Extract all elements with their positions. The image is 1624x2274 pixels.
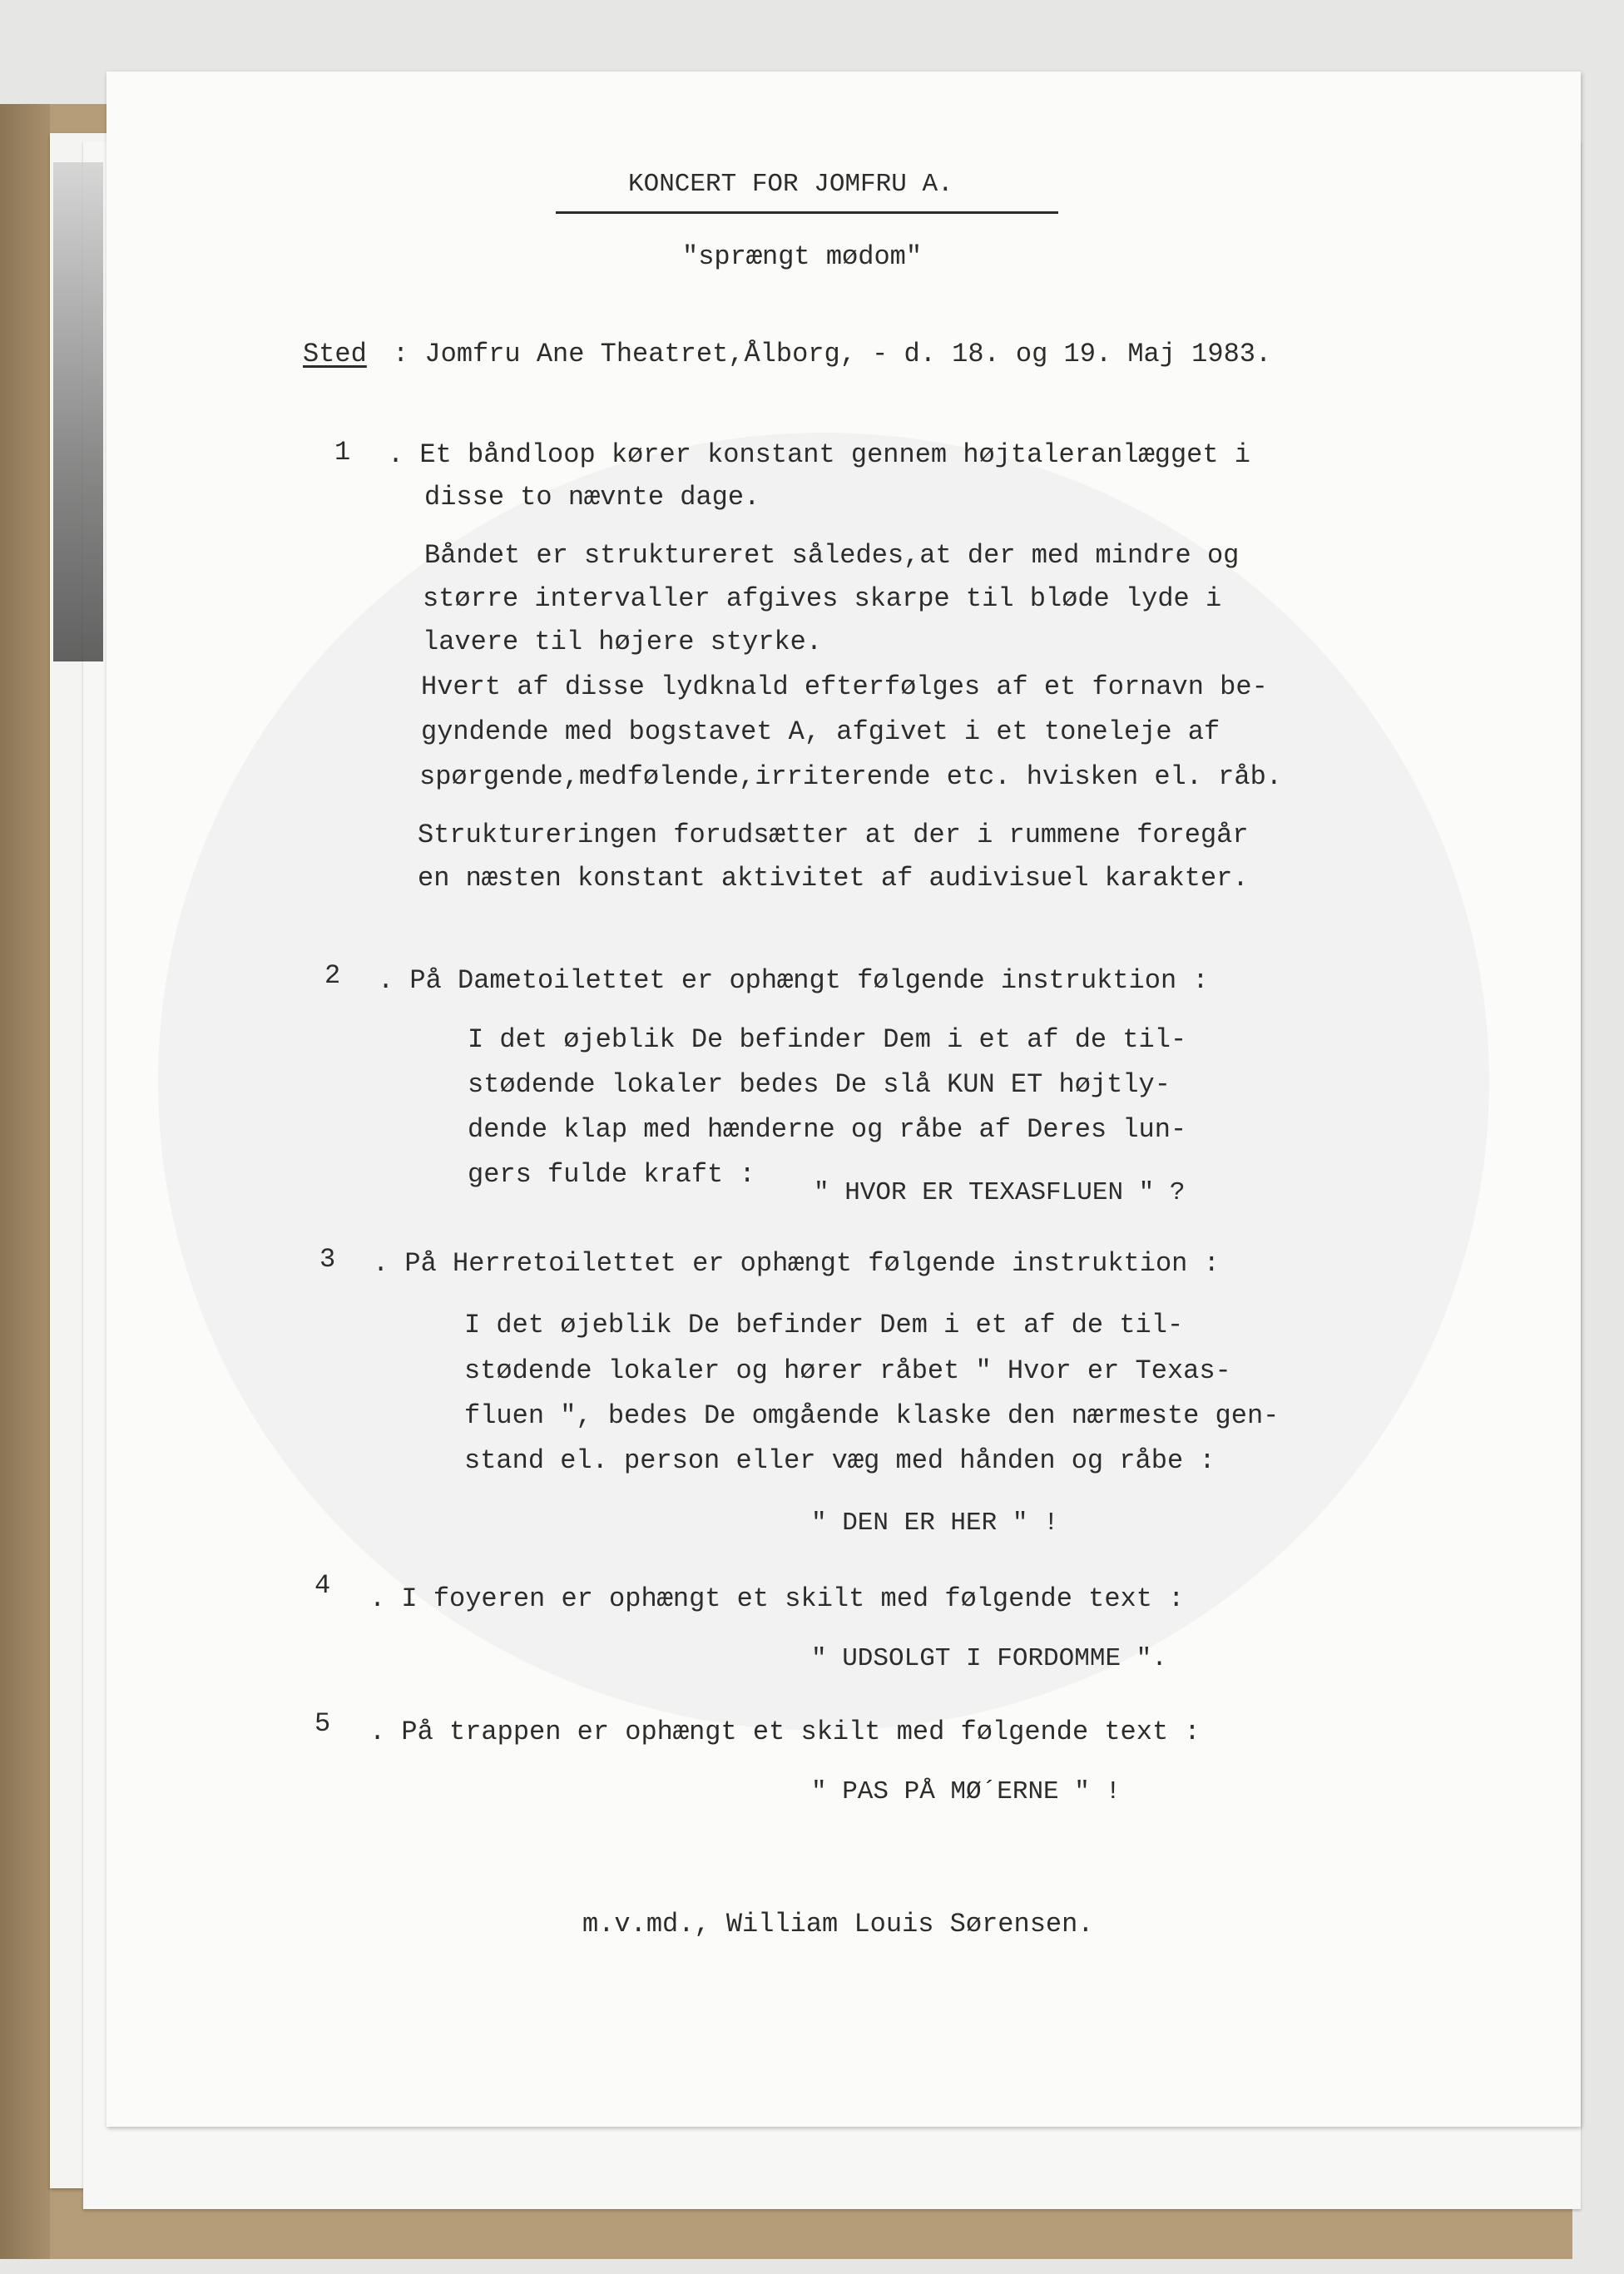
instruction-quote: " HVOR ER TEXASFLUEN " ? <box>814 1178 1186 1207</box>
item-line: . På Herretoilettet er ophængt følgende instruktion : <box>373 1248 1220 1279</box>
item-line: I det øjeblik De befinder Dem i et af de til- <box>468 1024 1187 1055</box>
item-line: . På trappen er ophængt et skilt med følgende text : <box>369 1717 1201 1747</box>
item-line: spørgende,medfølende,irriterende etc. hvisken el. råb. <box>419 761 1282 792</box>
item-line: gyndende med bogstavet A, afgivet i et toneleje af <box>421 716 1220 747</box>
folder-edge <box>0 104 50 2259</box>
item-number: 2 <box>324 960 341 991</box>
item-line: stødende lokaler bedes De slå KUN ET højtly- <box>468 1069 1171 1100</box>
item-line: disse to nævnte dage. <box>424 482 760 513</box>
item-line: Båndet er struktureret således,at der med mindre og <box>424 540 1240 571</box>
underlying-print-strip <box>53 162 103 661</box>
location-text: : Jomfru Ane Theatret,Ålborg, - d. 18. og 19. Maj 1983. <box>393 339 1272 369</box>
item-line: Struktureringen forudsætter at der i rummene foregår <box>418 820 1249 850</box>
item-line: dende klap med hænderne og råbe af Deres lun- <box>468 1114 1187 1145</box>
item-line: større intervaller afgives skarpe til bløde lyde i <box>423 583 1222 614</box>
item-number: 5 <box>314 1708 331 1739</box>
document-title: KONCERT FOR JOMFRU A. <box>628 170 953 199</box>
item-line: lavere til højere styrke. <box>423 627 823 657</box>
signature: m.v.md., William Louis Sørensen. <box>582 1909 1094 1940</box>
sign-text: " PAS PÅ MØ´ERNE " ! <box>811 1777 1121 1806</box>
item-number: 3 <box>319 1244 336 1275</box>
location-label: Sted <box>303 339 367 369</box>
item-line: I det øjeblik De befinder Dem i et af de til- <box>464 1310 1184 1340</box>
item-line: . På Dametoilettet er ophængt følgende instruktion : <box>378 965 1209 996</box>
item-line: . Et båndloop kører konstant gennem højtaleranlægget i <box>388 439 1250 470</box>
item-line: stand el. person eller væg med hånden og råbe : <box>464 1445 1216 1476</box>
instruction-quote: " DEN ER HER " ! <box>811 1509 1059 1538</box>
title-underline <box>556 211 1058 214</box>
item-line: en næsten konstant aktivitet af audivisuel karakter. <box>418 863 1249 894</box>
item-line: gers fulde kraft : <box>468 1159 755 1190</box>
item-line: Hvert af disse lydknald efterfølges af et fornavn be- <box>421 671 1268 702</box>
item-number: 4 <box>314 1570 331 1601</box>
document-subtitle: "sprængt mødom" <box>682 241 923 272</box>
item-line: stødende lokaler og hører råbet " Hvor er Texas- <box>464 1355 1231 1386</box>
item-number: 1 <box>334 437 351 468</box>
sign-text: " UDSOLGT I FORDOMME ". <box>811 1644 1167 1673</box>
item-line: . I foyeren er ophængt et skilt med følgende text : <box>369 1583 1185 1614</box>
item-line: fluen ", bedes De omgående klaske den nærmeste gen- <box>464 1400 1280 1431</box>
